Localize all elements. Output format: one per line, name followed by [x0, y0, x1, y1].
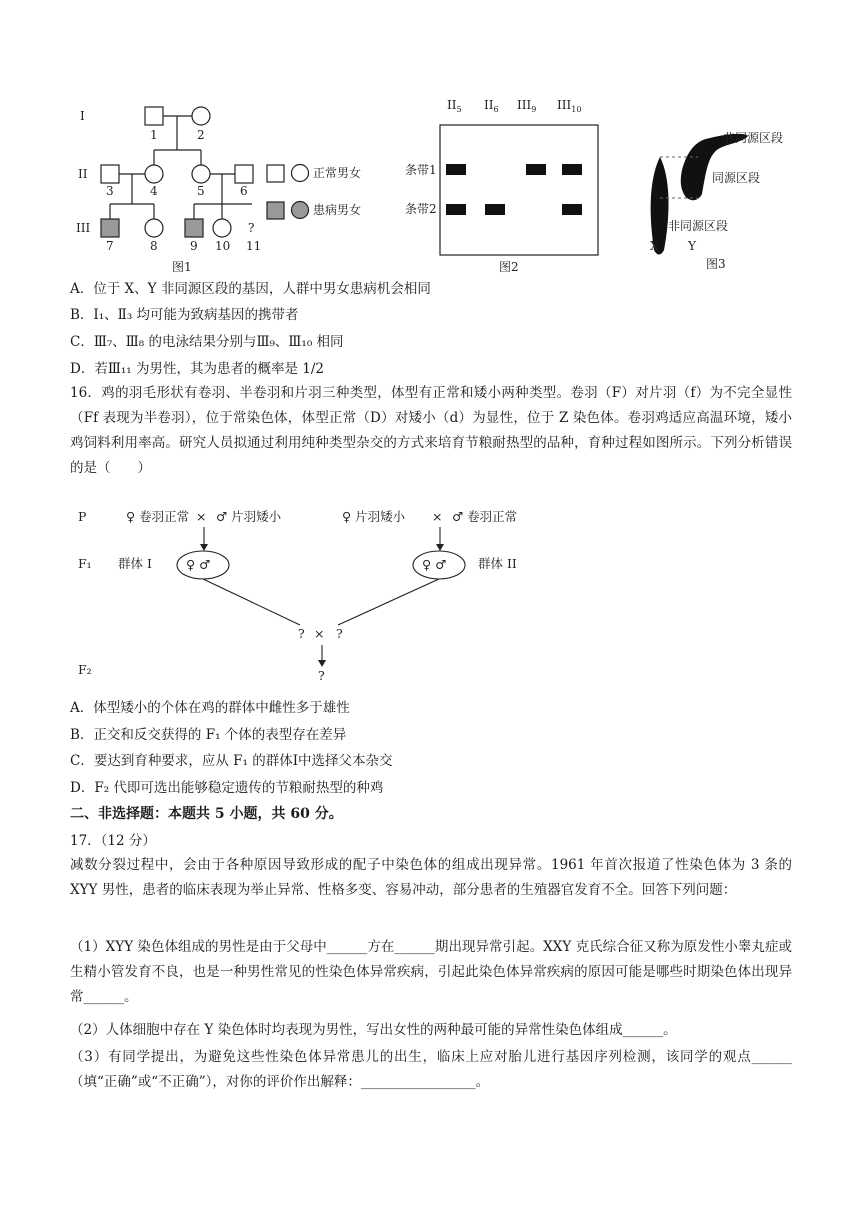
col-label-4: III	[557, 98, 572, 112]
gen-f2: F₂	[78, 662, 92, 677]
num-6: 6	[240, 184, 248, 198]
individual-9	[185, 219, 203, 237]
q15-option-c: C．Ⅲ₇、Ⅲ₈ 的电泳结果分别与Ⅲ₉、Ⅲ₁₀ 相同	[70, 334, 344, 350]
group2-label: 群体 II	[478, 556, 517, 571]
right-male-parent: ♂ 卷羽正常	[452, 509, 518, 524]
label-nonhomologous-bottom: 非同源区段	[668, 219, 729, 233]
band-III10-1	[562, 164, 582, 175]
label-homologous: 同源区段	[712, 171, 761, 185]
row-label-band2: 条带2	[405, 202, 437, 216]
individual-1	[145, 107, 163, 125]
legend-affected: 患病男女	[313, 203, 362, 217]
fig3-caption: 图3	[706, 257, 726, 271]
band-III10-2	[562, 204, 582, 215]
gen-f1: F₁	[78, 556, 92, 571]
right-cross-sign: ×	[432, 509, 443, 524]
q15-option-b: B．Ⅰ₁、Ⅱ₃ 均可能为致病基因的携带者	[70, 307, 299, 323]
gen-label-1: I	[80, 109, 85, 123]
q17-part-1: （1）XYY 染色体组成的男性是由于父母中______方在______期出现异常引起。XXY 克氏综合征又称为原发性小睾丸症或生精小管发育不良，也是一种男性常见的性染色体异常疾病，引起此染色体异常疾病的原因可能是哪些时期染色体出现异常______。	[70, 939, 792, 1005]
pedigree-figure	[70, 95, 390, 275]
fig1-caption: 图1	[172, 260, 192, 274]
q16-option-a: A．体型矮小的个体在鸡的群体中雌性多于雄性	[70, 700, 350, 716]
group1-label: 群体 I	[118, 556, 152, 571]
section-2-heading: 二、非选择题：本题共 5 小题，共 60 分。	[70, 806, 343, 822]
gel-frame	[440, 125, 598, 255]
fig2-caption: 图2	[499, 260, 519, 274]
f2-result: ?	[318, 668, 325, 683]
svg-text:III10: $III_{10}$	[557, 98, 582, 114]
num-4: 4	[150, 184, 158, 198]
band-II5-2	[446, 204, 466, 215]
left-male-parent: ♂ 片羽矮小	[216, 509, 282, 524]
num-8: 8	[150, 239, 158, 253]
band-II6-2	[485, 204, 505, 215]
row-label-band1: 条带1	[405, 163, 437, 177]
q15-option-a: A．位于 X、Y 非同源区段的基因，人群中男女患病机会相同	[70, 281, 431, 297]
cross-diagram	[70, 500, 560, 690]
q16-stem: 16．鸡的羽毛形状有卷羽、半卷羽和片羽三种类型，体型有正常和矮小两种类型。卷羽（F）对片羽（f）为不完全显性（Ff 表现为半卷羽），位于常染色体，体型正常（D）对矮小（d）为显性，位于 Z 染色体。卷羽鸡适应高温环境，矮小鸡饲料利用率高。研究人员拟通过利用纯种类型杂交的方式来培育节粮耐热型的品种，育种过程如图所示。下列分析错误的是（ ）	[70, 385, 792, 476]
f1-selected-male: ?	[336, 626, 343, 641]
individual-7	[101, 219, 119, 237]
f1-selected-female: ?	[298, 626, 305, 641]
num-5: 5	[197, 184, 205, 198]
svg-text:III9: $III_9$	[517, 98, 537, 114]
col-label-3: III	[517, 98, 532, 112]
num-9: 9	[190, 239, 198, 253]
num-10: 10	[215, 239, 231, 253]
q16-option-b: B．正交和反交获得的 F₁ 个体的表型存在差异	[70, 727, 347, 743]
individual-6	[235, 165, 253, 183]
group2-pair: ♀ ♂	[422, 557, 447, 572]
col-label-1: II	[447, 98, 457, 112]
svg-text:II5: $II_5$	[447, 98, 462, 114]
q16-option-c: C．要达到育种要求，应从 F₁ 的群体Ⅰ中选择父本杂交	[70, 753, 393, 769]
svg-text:II6: $II_6$	[484, 98, 499, 114]
q17-part-2: （2）人体细胞中存在 Y 染色体时均表现为男性，写出女性的两种最可能的异常性染色体组成______。	[70, 1022, 677, 1038]
individual-3	[101, 165, 119, 183]
f1-cross-sign: ×	[314, 626, 325, 641]
num-11: 11	[246, 239, 262, 253]
label-y: Y	[688, 239, 696, 253]
unknown-mark: ?	[248, 221, 255, 235]
num-1: 1	[150, 128, 158, 142]
gen-label-3: III	[76, 221, 91, 235]
band-II5-1	[446, 164, 466, 175]
left-cross-sign: ×	[196, 509, 207, 524]
legend-normal: 正常男女	[313, 166, 362, 180]
q16-option-d: D．F₂ 代即可选出能够稳定遗传的节粮耐热型的种鸡	[70, 780, 384, 796]
individual-2	[192, 107, 210, 125]
individual-4	[145, 165, 163, 183]
label-x: X	[650, 239, 659, 253]
right-female-parent: ♀ 片羽矮小	[342, 509, 406, 524]
col-label-2: II	[484, 98, 494, 112]
q15-option-d: D．若Ⅲ₁₁ 为男性，其为患者的概率是 1/2	[70, 361, 324, 377]
q17-heading: 17．（12 分）	[70, 833, 156, 849]
electrophoresis-figure	[395, 95, 620, 275]
group1-pair: ♀ ♂	[186, 557, 211, 572]
gen-p: P	[78, 509, 87, 524]
num-7: 7	[106, 239, 114, 253]
q17-intro: 减数分裂过程中，会由于各种原因导致形成的配子中染色体的组成出现异常。1961 年首次报道了性染色体为 3 条的 XYY 男性，患者的临床表现为举止异常、性格多变、容易冲动，部分患者的生殖器官发育不全。回答下列问题：	[70, 857, 792, 898]
individual-10	[213, 219, 231, 237]
band-III9-1	[526, 164, 546, 175]
individual-8	[145, 219, 163, 237]
num-2: 2	[197, 128, 205, 142]
num-3: 3	[106, 184, 114, 198]
label-nonhomologous-top: 非同源区段	[723, 131, 784, 145]
chromosome-figure	[640, 122, 810, 272]
gen-label-2: II	[78, 167, 88, 181]
left-female-parent: ♀ 卷羽正常	[126, 509, 190, 524]
individual-5	[192, 165, 210, 183]
q17-part-3: （3）有同学提出，为避免这些性染色体异常患儿的出生，临床上应对胎儿进行基因序列检测，该同学的观点______（填“正确”或“不正确”），对你的评价作出解释：_________________。	[70, 1049, 792, 1090]
